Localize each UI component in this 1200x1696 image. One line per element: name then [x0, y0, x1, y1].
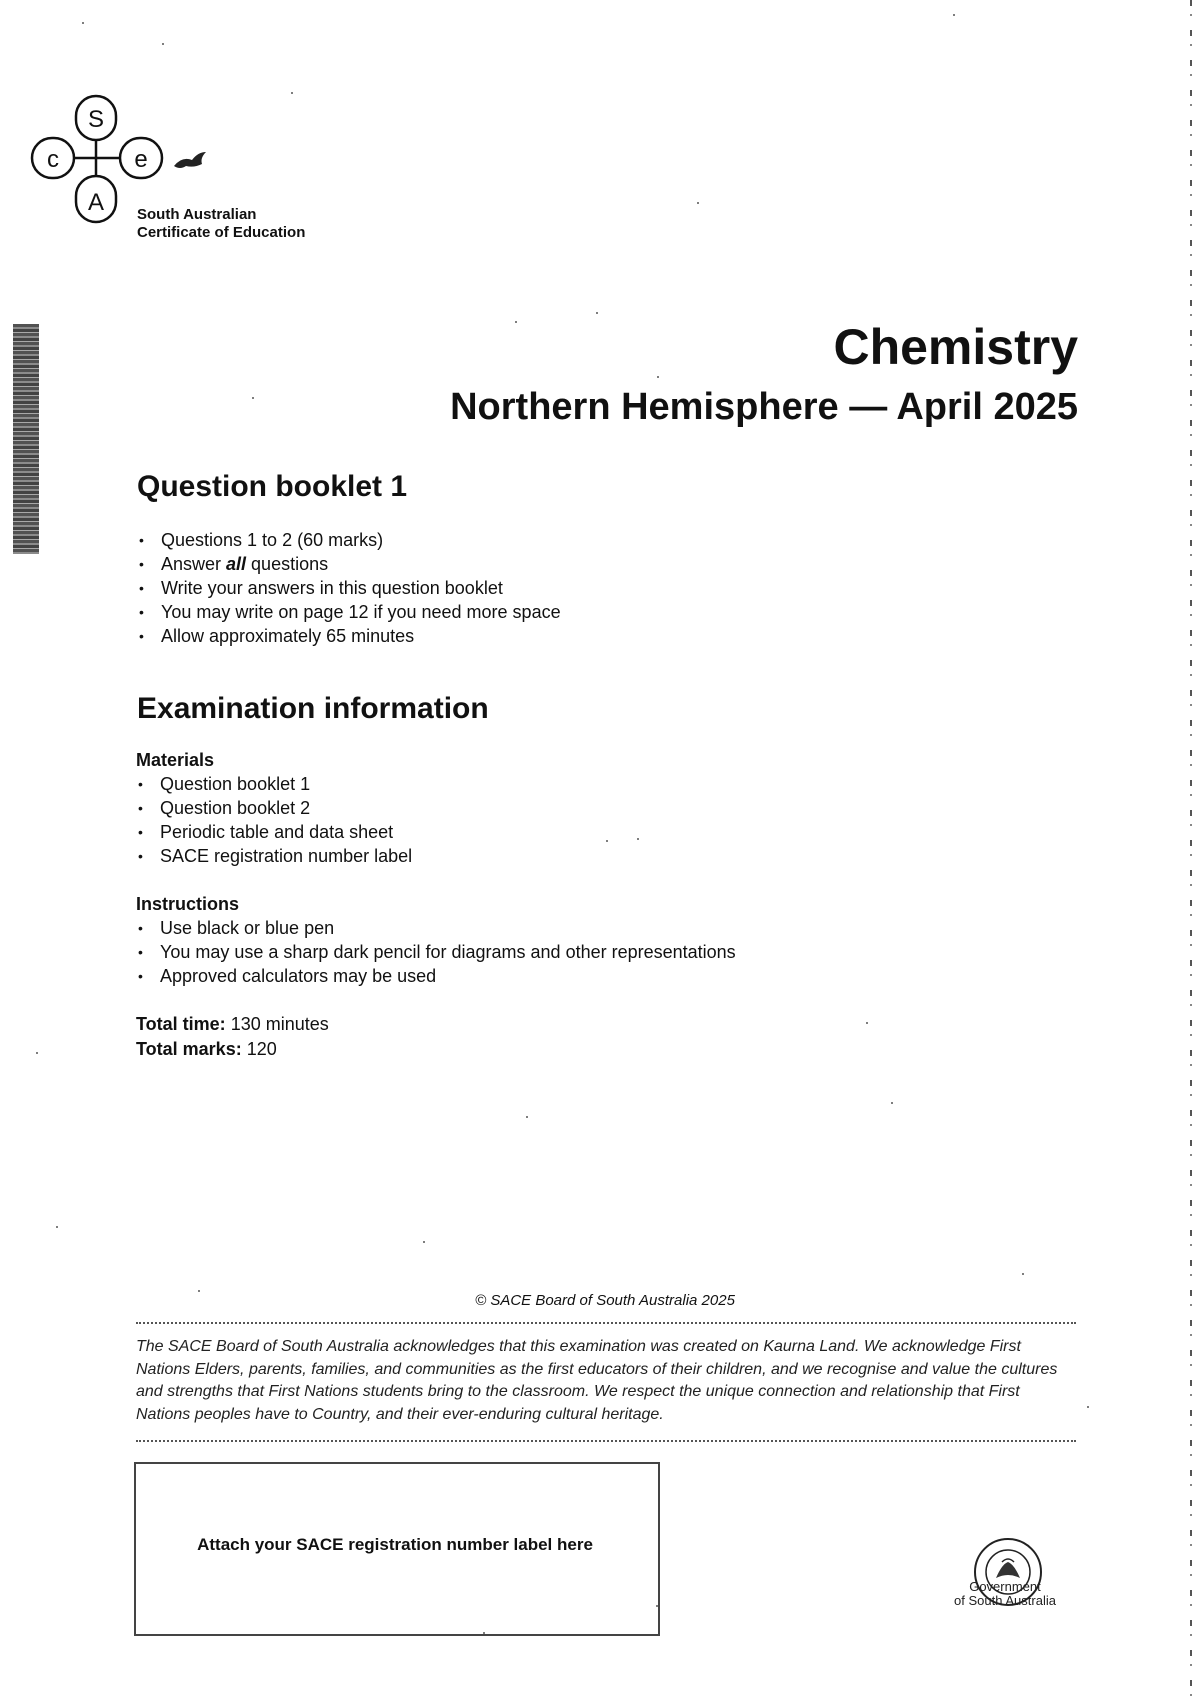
scan-speck — [637, 838, 639, 840]
list-item — [137, 552, 561, 576]
booklet-list — [137, 528, 561, 648]
answer-suffix: questions — [246, 554, 329, 574]
scan-speck — [198, 1290, 200, 1292]
scan-speck — [657, 376, 659, 378]
scan-artifact-strip — [13, 324, 39, 554]
logo-line-1: South Australian — [137, 206, 257, 223]
government-line-2: of South Australia — [954, 1593, 1056, 1608]
scan-speck — [82, 22, 84, 24]
scan-speck — [606, 840, 608, 842]
list-item: • Question booklet 2 — [136, 796, 412, 820]
scan-speck — [891, 1102, 893, 1104]
government-wordmark — [930, 1580, 1080, 1608]
page-subtitle: Northern Hemisphere — April 2025 — [450, 386, 1078, 428]
total-time — [136, 1012, 329, 1037]
list-item: • Question booklet 1 — [136, 772, 412, 796]
answer-emphasis: all — [226, 554, 247, 574]
divider-bottom — [136, 1440, 1076, 1442]
list-item: • Approved calculators may be used — [136, 964, 736, 988]
logo-wordmark — [137, 206, 305, 242]
scan-speck — [36, 1052, 38, 1054]
scan-speck — [423, 1241, 425, 1243]
list-item: • SACE registration number label — [136, 844, 412, 868]
scan-speck — [162, 43, 164, 45]
logo-letter-e: e — [134, 146, 148, 173]
acknowledgement-text: The SACE Board of South Australia acknowledges that this examination was created on Kaurna Land. We acknowledge First Nations Elders, parents, families, and communities as the first educators of their children, and we recognise and value the cultures and strengths that First Nations students bring to the classroom. We respect the unique connection and relationship that First Nations peoples have to Country, and their ever-enduring cultural heritage. — [136, 1338, 1058, 1423]
list-item: • Allow approximately 65 minutes — [137, 624, 561, 648]
instructions-list — [136, 916, 736, 988]
scan-speck — [252, 397, 254, 399]
scan-speck — [1022, 1273, 1024, 1275]
scan-speck — [1087, 1406, 1089, 1408]
total-marks-value: 120 — [246, 1039, 277, 1059]
materials-heading: Materials — [136, 750, 215, 770]
logo-letter-s: S — [87, 106, 105, 133]
materials-list — [136, 772, 412, 868]
list-item: • You may use a sharp dark pencil for diagrams and other representations — [136, 940, 736, 964]
logo-line-2: Certificate of Education — [137, 224, 306, 241]
booklet-heading: Question booklet 1 — [137, 470, 408, 503]
list-item: • Write your answers in this question booklet — [137, 576, 561, 600]
scan-speck — [656, 1605, 658, 1607]
scan-edge-line — [1190, 0, 1192, 1696]
list-item: • Questions 1 to 2 (60 marks) — [137, 528, 561, 552]
total-marks — [136, 1037, 329, 1062]
exam-info-heading: Examination information — [137, 692, 489, 725]
piping-shrike-icon — [174, 152, 206, 168]
government-line-1: Government — [969, 1579, 1041, 1594]
total-marks-label: Total marks: — [136, 1039, 242, 1059]
totals — [136, 1012, 329, 1062]
scan-speck — [291, 92, 293, 94]
logo-letter-c: c — [47, 146, 59, 173]
page-title: Chemistry — [833, 319, 1078, 375]
materials-section — [136, 748, 412, 868]
total-time-value: 130 minutes — [230, 1014, 329, 1034]
list-item: • You may write on page 12 if you need more space — [137, 600, 561, 624]
scan-speck — [515, 321, 517, 323]
scan-speck — [697, 202, 699, 204]
total-time-label: Total time: — [136, 1014, 226, 1034]
logo-letter-a: A — [87, 189, 105, 216]
instructions-heading: Instructions — [136, 894, 240, 914]
scan-speck — [483, 1632, 485, 1634]
scan-speck — [526, 1116, 528, 1118]
registration-label-text: Attach your SACE registration number label here — [197, 1535, 593, 1554]
instructions-section — [136, 892, 736, 988]
scan-speck — [56, 1226, 58, 1228]
scan-speck — [866, 1022, 868, 1024]
copyright-notice: © SACE Board of South Australia 2025 — [475, 1292, 735, 1309]
answer-prefix: Answer — [161, 554, 227, 574]
divider-top — [136, 1322, 1076, 1324]
list-item: • Use black or blue pen — [136, 916, 736, 940]
scan-speck — [953, 14, 955, 16]
list-item: • Periodic table and data sheet — [136, 820, 412, 844]
scan-speck — [596, 312, 598, 314]
